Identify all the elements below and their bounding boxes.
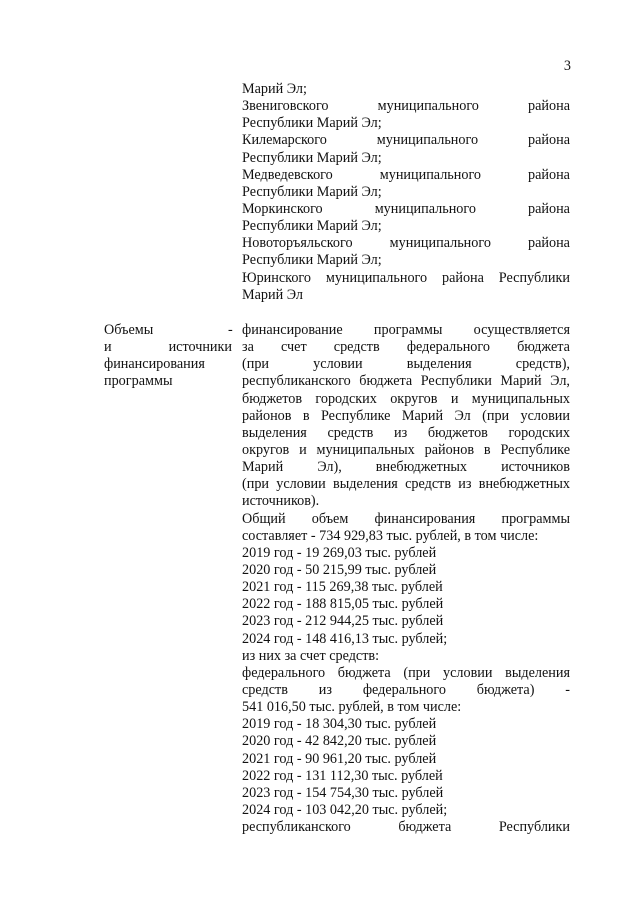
word: (при [242,476,270,493]
word: бюджета [398,819,452,836]
word: бюджета [337,664,391,681]
word: Республики [498,819,570,836]
text-line [242,356,570,373]
word: финансирование [242,322,343,338]
text-line: Республики Марий Эл; [242,252,382,269]
text-line: 2022 год - 188 815,05 тыс. рублей [242,596,444,613]
word: муниципального [374,200,476,217]
text-line: Марий Эл; [242,81,307,97]
text-line: Республики Марий Эл; [242,218,382,235]
word: муниципальных [471,390,570,407]
text-line [242,322,570,339]
text-line: 2024 год - 148 416,13 тыс. рублей; [242,630,448,647]
text-line [242,819,570,836]
word: внебюджетных [478,476,570,493]
text-line [242,682,570,699]
text-line [242,511,570,528]
word: муниципального [379,166,482,183]
word: источников [501,459,570,476]
label-line [104,339,232,356]
word: в [483,441,491,458]
word: осуществляется [473,322,570,338]
word: средств [333,339,380,356]
text-line: 2022 год - 131 112,30 тыс. рублей [242,767,443,784]
word: района [441,269,484,286]
word: бюджета [359,373,413,390]
word: района [528,200,570,217]
word: бюджетов [242,390,303,407]
word: из [318,681,332,698]
text-line [242,391,570,408]
text-line [242,339,570,356]
label-dash: - [228,322,233,338]
word: (при [403,664,431,681]
word: выделения [333,476,398,493]
word: (при [482,407,510,424]
text-line [242,167,570,184]
text-line [242,459,570,476]
text-line: 2019 год - 19 269,03 тыс. рублей [242,544,437,561]
word: источники [168,339,232,356]
word: счет [281,339,307,356]
word: программы [501,510,570,527]
word: - [565,681,570,698]
word: и [104,339,112,356]
word: Республики [420,373,492,390]
municipalities-list [242,81,570,304]
word: городских [508,424,570,441]
text-line: из них за счет средств: [242,647,380,664]
word: Республике [320,407,391,424]
word: условии [313,356,363,373]
text-line: 2020 год - 42 842,20 тыс. рублей [242,733,437,750]
text-line: 2023 год - 212 944,25 тыс. рублей [242,613,444,630]
word: финансирования [374,510,476,527]
word: городских [315,390,377,407]
word: средств), [515,356,570,373]
text-line: 541 016,50 тыс. рублей, в том числе: [242,699,462,716]
word: Марий [401,407,444,424]
word: района [528,132,570,149]
word: республиканского [242,819,351,836]
text-line: Марий Эл [242,286,303,303]
text-line: 2019 год - 18 304,30 тыс. рублей [242,716,437,733]
word: Новоторъяльского [242,235,353,252]
word: Медведевского [242,166,333,183]
word: районов [424,441,475,458]
word: Общий [242,510,286,527]
text-line: 2021 год - 115 269,38 тыс. рублей [242,579,443,596]
label-line: финансирования [104,356,205,373]
word: программы [373,322,443,338]
text-line [242,132,570,149]
label-line: Объемы [104,322,154,338]
word: Республике [500,441,570,458]
word: внебюджетных [375,459,468,476]
word: выделения [406,356,472,373]
word: из [458,476,472,493]
word: района [528,235,570,252]
text-line [242,373,570,390]
text-line: составляет - 734 929,83 тыс. рублей, в том числе: [242,527,539,544]
word: Моркинского [242,200,323,217]
word: муниципального [376,132,479,149]
word: Марий [500,373,542,390]
word: выделения [242,424,307,441]
word: Звениговского [242,98,329,115]
word: муниципального [377,98,479,115]
word: условии [443,664,493,681]
word: средств [327,424,374,441]
text-line [242,408,570,425]
text-line [242,270,570,287]
page-number: 3 [563,58,571,74]
word: бюджетов [427,424,488,441]
word: Юринского [242,269,311,286]
word: и [450,390,459,407]
text-line [242,201,570,218]
word: Республики [498,269,570,286]
label-line: программы [104,373,173,390]
word: выделения [505,664,570,681]
word: бюджета) [476,681,535,698]
word: бюджета [517,339,570,356]
word: федерального [362,681,446,698]
financing-label [104,322,232,391]
word: Эл, [550,373,570,390]
text-line: источников). [242,493,320,510]
word: объем [311,510,349,527]
word: муниципальных [316,441,415,458]
word: муниципального [325,269,428,286]
word: за [242,339,254,356]
word: республиканского [242,373,351,390]
word: федерального [242,664,326,681]
word: районов [242,407,292,424]
text-line: Республики Марий Эл; [242,183,382,200]
text-line: 2023 год - 154 754,30 тыс. рублей [242,784,444,801]
text-line [242,442,570,459]
word: муниципального [389,235,491,252]
word: средств [405,476,452,493]
word: округов [242,441,290,458]
word: района [528,98,570,115]
text-line: 2024 год - 103 042,20 тыс. рублей; [242,801,448,818]
word: условии [520,407,570,424]
text-line: Республики Марий Эл; [242,115,382,132]
word: (при [242,356,270,373]
financing-text [242,322,570,836]
text-line: Республики Марий Эл; [242,149,382,166]
word: в [302,407,310,424]
word: Эл), [317,459,342,476]
word: Килемарского [242,132,327,149]
word: и [299,441,307,458]
text-line [242,425,570,442]
word: условии [276,476,326,493]
word: округов [390,390,438,407]
word: Эл [454,407,471,424]
text-line: 2020 год - 50 215,99 тыс. рублей [242,561,437,578]
word: средств [242,681,288,698]
text-line: 2021 год - 90 961,20 тыс. рублей [242,750,437,767]
text-line [242,235,570,252]
text-line [242,98,570,115]
word: Марий [242,459,284,476]
word: из [394,424,408,441]
word: федерального [406,339,490,356]
word: района [528,166,570,183]
text-line [242,476,570,493]
text-line [242,665,570,682]
